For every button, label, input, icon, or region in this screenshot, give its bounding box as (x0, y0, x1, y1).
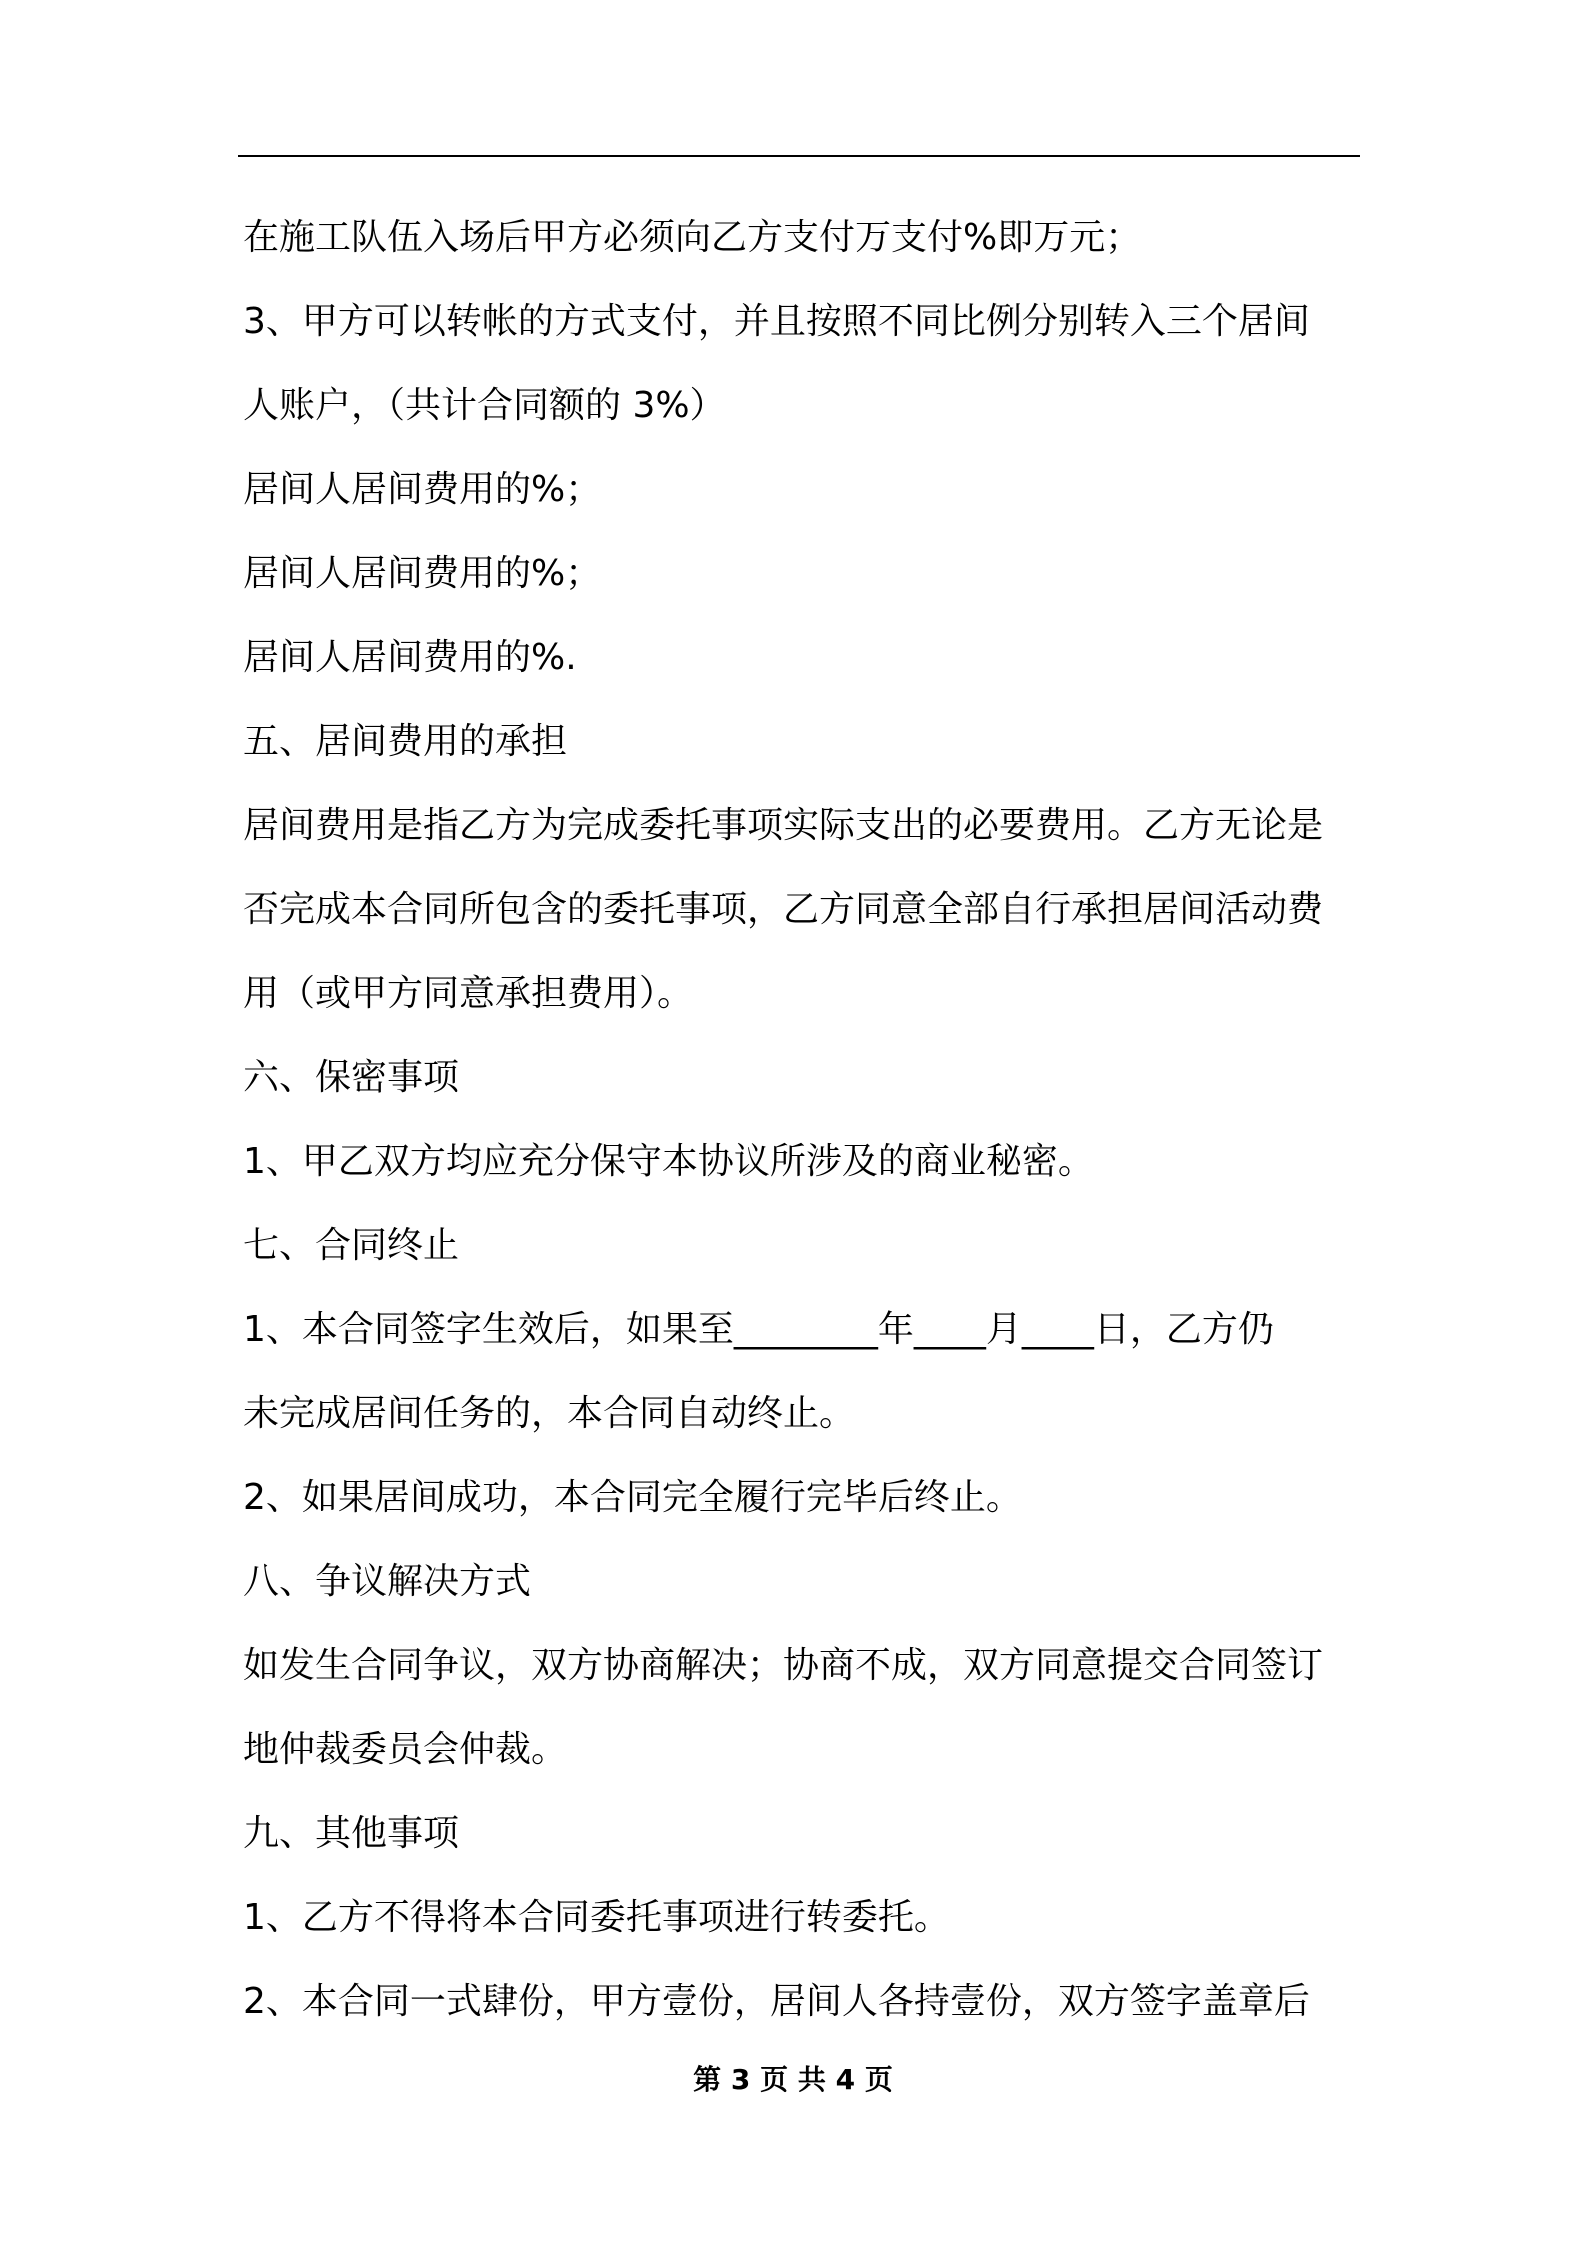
page-number-footer: 第 3 页 共 4 页 (693, 2063, 893, 2096)
body-line: 未完成居间任务的，本合同自动终止。 (243, 1393, 856, 1434)
body-line: 人账户，（共计合同额的 3%） (243, 385, 726, 426)
body-line: 如发生合同争议，双方协商解决；协商不成，双方同意提交合同签订 (243, 1645, 1324, 1686)
body-line: 居间人居间费用的%； (243, 553, 602, 594)
body-line: 用（或甲方同意承担费用）。 (243, 973, 694, 1014)
body-line: 2、如果居间成功，本合同完全履行完毕后终止。 (243, 1477, 1022, 1518)
body-line: 居间费用是指乙方为完成委托事项实际支出的必要费用。乙方无论是 (243, 805, 1324, 846)
body-line: 在施工队伍入场后甲方必须向乙方支付万支付%即万元； (243, 217, 1142, 258)
section-heading: 九、其他事项 (243, 1813, 460, 1854)
section-heading: 八、争议解决方式 (243, 1561, 532, 1602)
section-heading: 五、居间费用的承担 (243, 721, 568, 762)
section-heading: 七、合同终止 (243, 1225, 460, 1266)
body-line: 1、本合同签字生效后，如果至________年____月____日，乙方仍 (243, 1309, 1274, 1350)
body-line: 居间人居间费用的%； (243, 469, 602, 510)
header-rule (238, 155, 1360, 157)
body-line: 1、乙方不得将本合同委托事项进行转委托。 (243, 1897, 950, 1938)
body-line: 3、甲方可以转帐的方式支付，并且按照不同比例分别转入三个居间 (243, 301, 1310, 342)
section-heading: 六、保密事项 (243, 1057, 460, 1098)
body-line: 否完成本合同所包含的委托事项，乙方同意全部自行承担居间活动费 (243, 889, 1324, 930)
body-line: 地仲裁委员会仲裁。 (243, 1729, 568, 1770)
document-body (243, 196, 1358, 2044)
body-line: 2、本合同一式肆份，甲方壹份，居间人各持壹份，双方签字盖章后 (243, 1981, 1310, 2022)
body-line: 1、甲乙双方均应充分保守本协议所涉及的商业秘密。 (243, 1141, 1094, 1182)
body-line: 居间人居间费用的%. (243, 637, 577, 678)
